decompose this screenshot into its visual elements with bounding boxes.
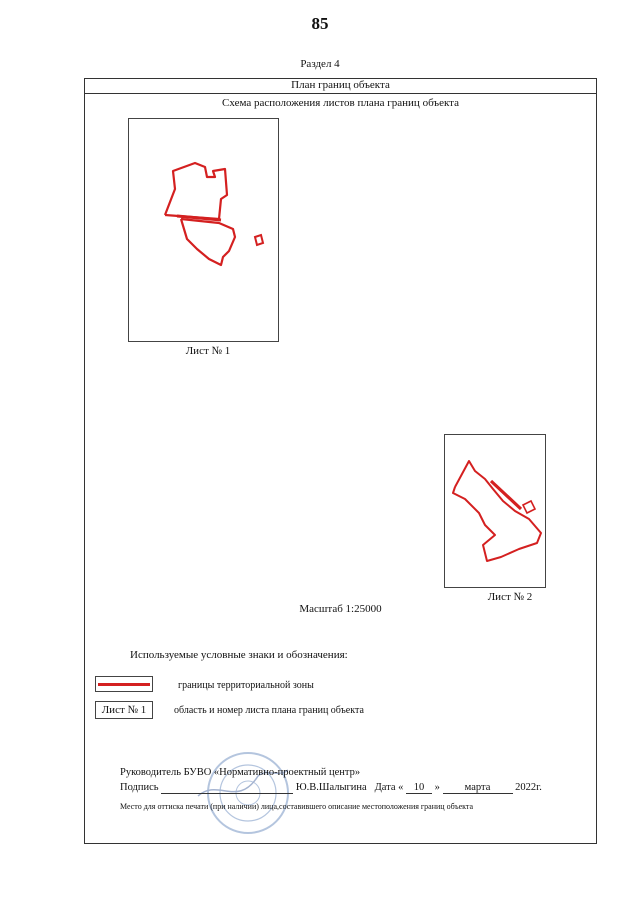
legend-boundary-text: границы территориальной зоны [178,680,314,691]
signature-line-1: Руководитель БУВО «Нормативно-проектный центр» [120,767,361,778]
section-title: Раздел 4 [300,58,340,70]
sheet-1-zone-south [181,219,235,265]
sheet-2-boundary-map [445,435,545,587]
sheet-1-zone-north [165,163,227,219]
legend-sheet-symbol: Лист № 1 [95,701,153,719]
podpis-label: Подпись [120,782,159,793]
date-day: 10 [406,782,432,794]
sheet-1-label: Лист № 1 [185,345,231,357]
signer-name: Ю.В.Шалыгина [295,782,367,793]
signature-line-2 [120,782,542,794]
legend-red-line [98,683,150,686]
signature-field [161,782,293,794]
date-label: Дата « [374,782,404,793]
stamp-note: Место для оттиска печати (при наличии) лица,составившего описание местоположения границ объекта [120,802,474,811]
sheet-1-frame [128,118,279,342]
scheme-title: Схема расположения листов плана границ объекта [222,97,459,109]
date-month: марта [443,782,513,794]
legend-title: Используемые условные знаки и обозначения: [130,649,348,661]
scale-label: Масштаб 1:25000 [299,603,382,615]
page-number: 85 [311,14,329,33]
date-year: 2022г. [515,782,542,793]
sheet-1-zone-small [255,235,263,245]
date-quote-close: » [434,782,440,793]
legend-sheet-text: область и номер листа плана границ объекта [174,705,364,716]
sheet-2-zone [453,461,541,561]
sheet-1-boundary-map [129,119,278,341]
legend-boundary-symbol [95,676,153,692]
sheet-2-label: Лист № 2 [487,591,533,603]
sheet-2-zone-small [523,501,535,513]
sheet-2-frame [444,434,546,588]
plan-title: План границ объекта [84,78,597,94]
